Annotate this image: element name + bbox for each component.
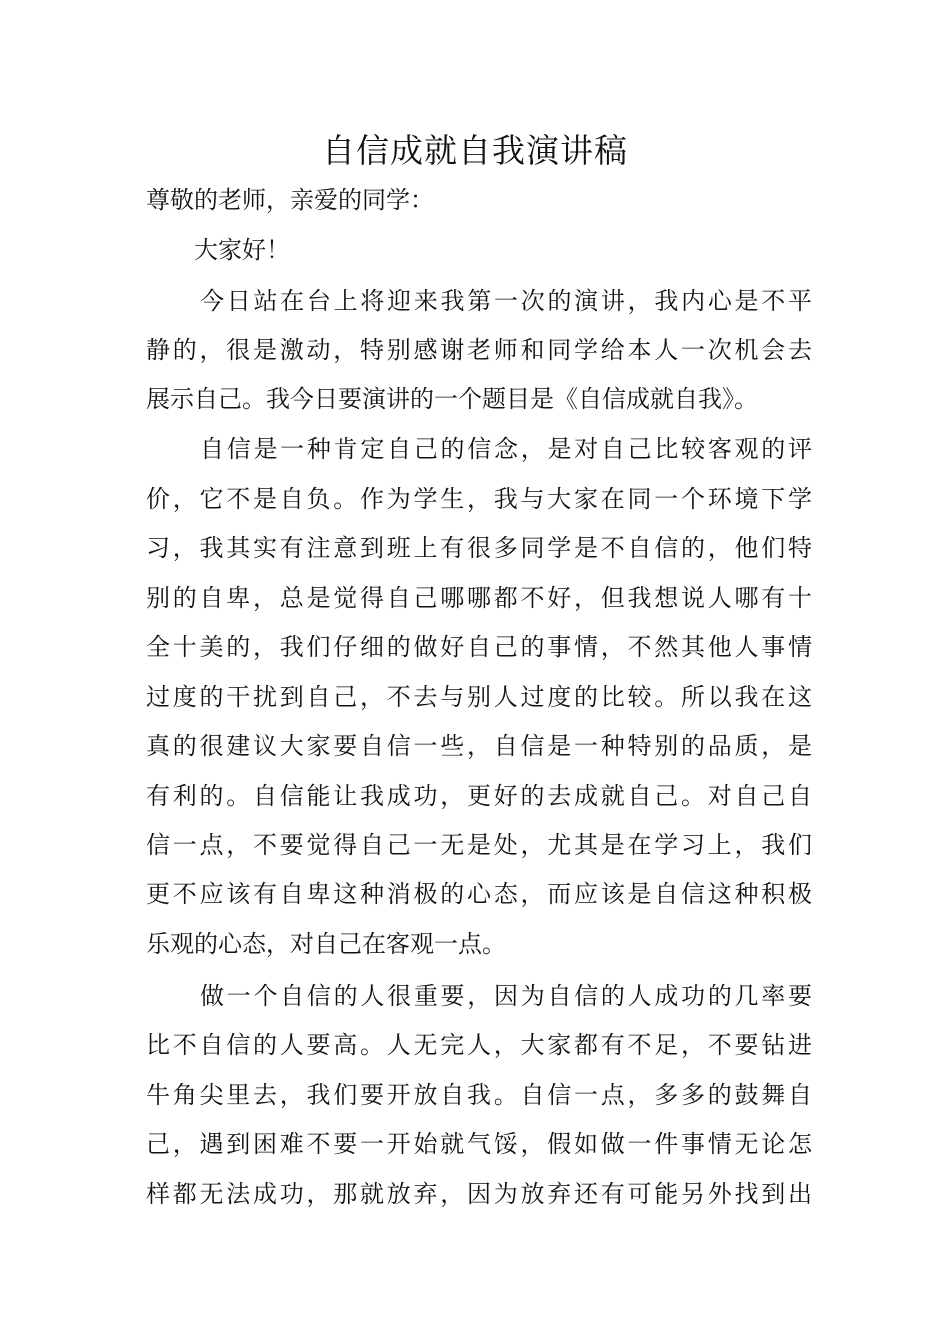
paragraph-1-line-2: 静的，很是激动，特别感谢老师和同学给本人一次机会去 xyxy=(146,336,812,364)
paragraph-2-line-3: 习，我其实有注意到班上有很多同学是不自信的，他们特 xyxy=(146,534,812,562)
paragraph-3-line-2: 比不自信的人要高。人无完人，大家都有不足，不要钻进 xyxy=(146,1031,812,1059)
paragraph-3-line-5: 样都无法成功，那就放弃，因为放弃还有可能另外找到出 xyxy=(146,1180,812,1208)
paragraph-2-line-4: 别的自卑，总是觉得自己哪哪都不好，但我想说人哪有十 xyxy=(146,584,812,612)
paragraph-2-line-11: 乐观的心态，对自己在客观一点。 xyxy=(146,930,506,958)
paragraph-2-line-7: 真的很建议大家要自信一些，自信是一种特别的品质，是 xyxy=(146,732,812,760)
greeting: 大家好！ xyxy=(194,236,290,264)
paragraph-2-line-5: 全十美的，我们仔细的做好自己的事情，不然其他人事情 xyxy=(146,633,812,661)
paragraph-2-line-8: 有利的。自信能让我成功，更好的去成就自己。对自己自 xyxy=(146,782,812,810)
paragraph-2-line-1: 自信是一种肯定自己的信念，是对自己比较客观的评 xyxy=(200,435,812,463)
paragraph-3-line-4: 己，遇到困难不要一开始就气馁，假如做一件事情无论怎 xyxy=(146,1130,812,1158)
paragraph-2-line-9: 信一点，不要觉得自己一无是处，尤其是在学习上，我们 xyxy=(146,831,812,859)
paragraph-1-line-3: 展示自己。我今日要演讲的一个题目是《自信成就自我》。 xyxy=(146,385,758,413)
document-title: 自信成就自我演讲稿 xyxy=(322,131,628,170)
paragraph-3-line-1: 做一个自信的人很重要，因为自信的人成功的几率要 xyxy=(200,982,812,1010)
paragraph-2-line-6: 过度的干扰到自己，不去与别人过度的比较。所以我在这 xyxy=(146,683,812,711)
paragraph-3-line-3: 牛角尖里去，我们要开放自我。自信一点，多多的鼓舞自 xyxy=(146,1081,812,1109)
paragraph-2-line-10: 更不应该有自卑这种消极的心态，而应该是自信这种积极 xyxy=(146,880,812,908)
salutation: 尊敬的老师，亲爱的同学： xyxy=(146,186,434,214)
paragraph-2-line-2: 价，它不是自负。作为学生，我与大家在同一个环境下学 xyxy=(146,485,812,513)
paragraph-1-line-1: 今日站在台上将迎来我第一次的演讲，我内心是不平 xyxy=(200,287,812,315)
